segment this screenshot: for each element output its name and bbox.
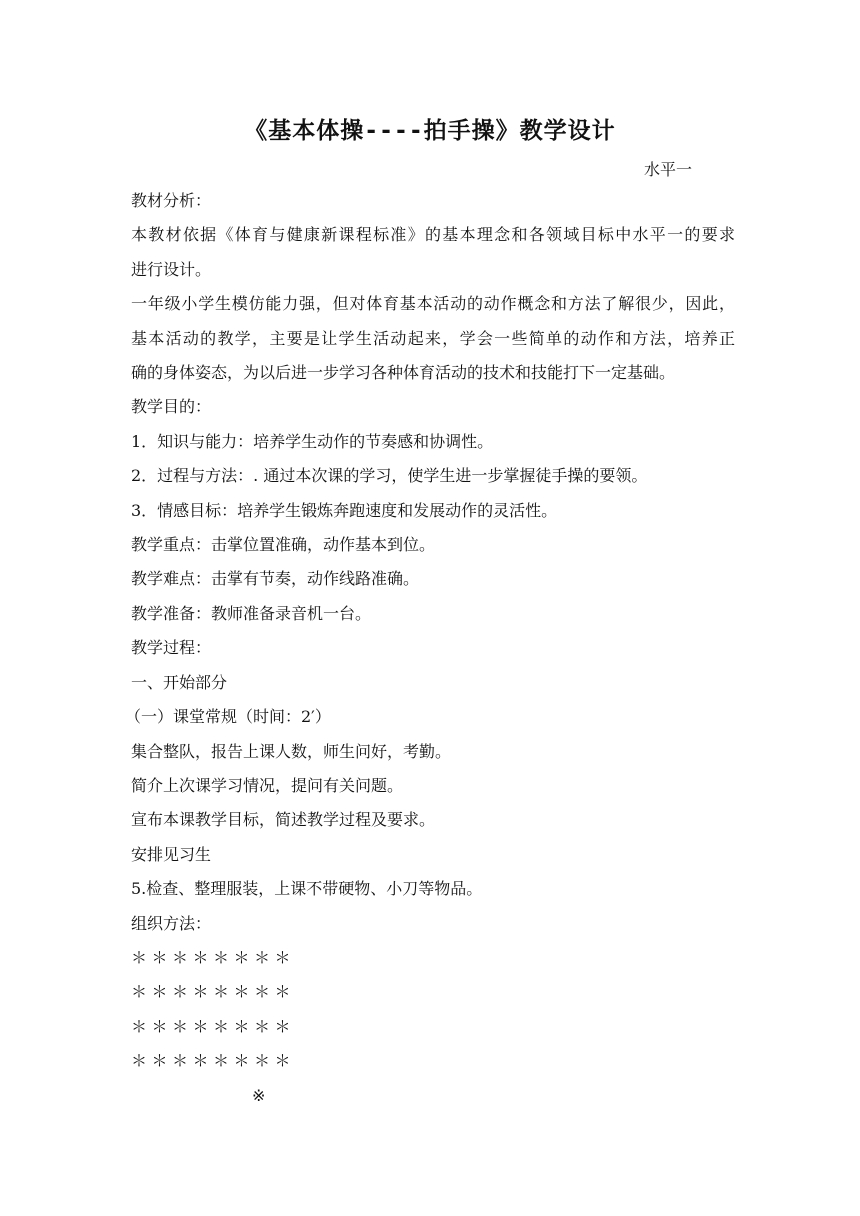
formation-row: ＊＊＊＊＊＊＊＊ [131,1051,296,1071]
paragraph-line: 本教材依据《体育与健康新课程标准》的基本理念和各领域目标中水平一的要求 [131,225,735,245]
teacher-position-mark: ※ [252,1085,266,1105]
paragraph-line: 组织方法： [131,913,212,933]
paragraph-line: 教学准备：教师准备录音机一台。 [131,603,372,623]
paragraph-line: 教学难点：击掌有节奏，动作线路准确。 [131,569,420,589]
section-heading: 一、开始部分 [131,672,228,692]
subsection-heading: （一）课堂常规（时间：2′） [125,707,331,727]
list-item: 简介上次课学习情况，提问有关问题。 [131,775,404,795]
paragraph-line: 一年级小学生模仿能力强，但对体育基本活动的动作概念和方法了解很少，因此， [131,294,735,314]
formation-row: ＊＊＊＊＊＊＊＊ [131,1016,296,1036]
list-item: 1．知识与能力：培养学生动作的节奏感和协调性。 [131,431,494,451]
list-item: 集合整队，报告上课人数，师生问好，考勤。 [131,741,452,761]
section-heading: 教学目的： [131,397,212,417]
list-item: 3．情感目标：培养学生锻炼奔跑速度和发展动作的灵活性。 [131,500,558,520]
paragraph-line: 进行设计。 [131,259,212,279]
paragraph-line: 教学重点：击掌位置准确，动作基本到位。 [131,535,436,555]
list-item: 安排见习生 [131,844,212,864]
list-item: 2．过程与方法：. 通过本次课的学习，使学生进一步掌握徒手操的要领。 [131,466,648,486]
document-title: 《基本体操----拍手操》教学设计 [244,118,616,144]
level-label: 水平一 [644,160,693,179]
list-item: 宣布本课教学目标，简述教学过程及要求。 [131,810,436,830]
paragraph-line: 基本活动的教学，主要是让学生活动起来，学会一些简单的动作和方法，培养正 [131,328,735,348]
list-item: 5.检查、整理服装，上课不带硬物、小刀等物品。 [131,879,483,899]
document-body [125,184,735,1113]
section-heading: 教材分析： [131,191,212,210]
section-heading: 教学过程： [131,638,212,658]
paragraph-line: 确的身体姿态，为以后进一步学习各种体育活动的技术和技能打下一定基础。 [131,363,676,383]
formation-row: ＊＊＊＊＊＊＊＊ [131,947,296,967]
formation-row: ＊＊＊＊＊＊＊＊ [131,982,296,1002]
